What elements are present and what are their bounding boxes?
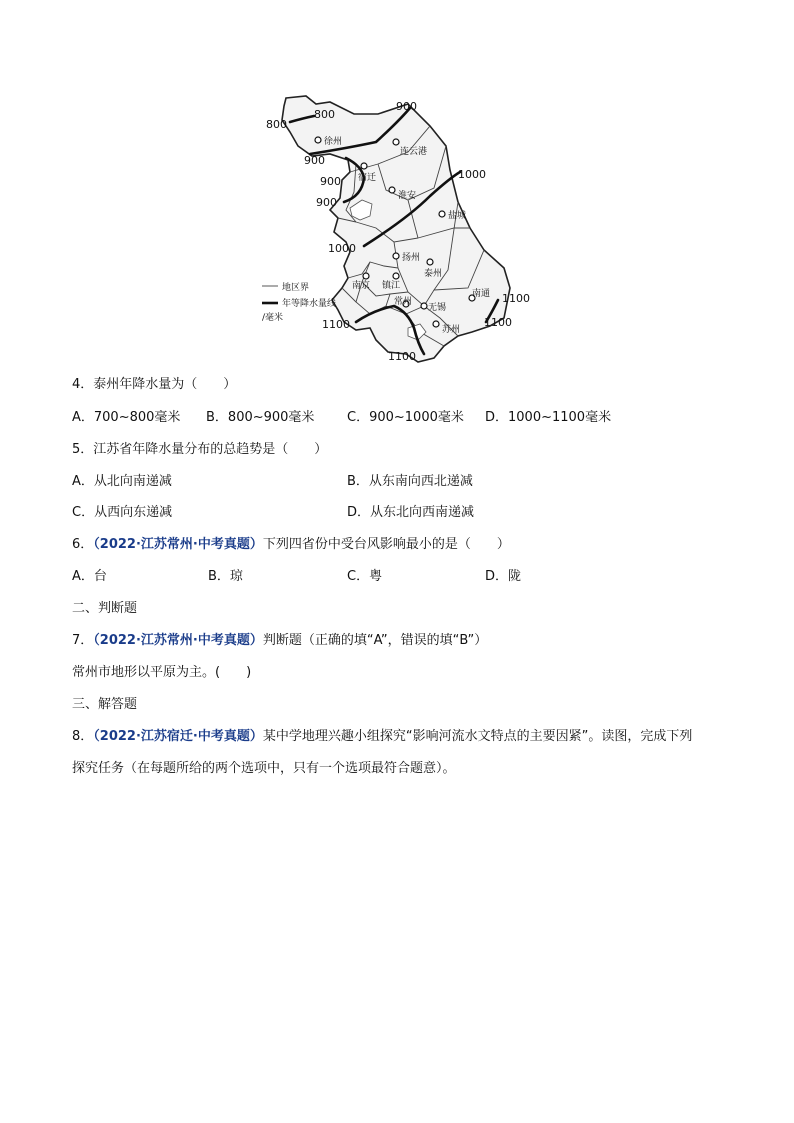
section-heading-judgement: 二、判断题 [72,601,138,616]
city-label-suqian: 宿迁 [358,173,377,183]
isohyet-label: 1000 [328,242,356,255]
city-marker [393,253,399,259]
province-outline [282,96,510,362]
city-marker [393,273,399,279]
city-label-xuzhou: 徐州 [324,137,343,147]
q8-text: 某中学地理兴趣小组探究“影响河流水文特点的主要因紧”。读图，完成下列 [262,729,693,744]
q6-text: 下列四省份中受台风影响最小的是（ ） [262,537,510,552]
q8-stem [72,728,692,746]
q5-option-d: D．从东北向西南递减 [347,505,475,520]
q4-stem: 4．泰州年降水量为（ ） [72,377,237,392]
q6-option-b: B．琼 [208,569,243,584]
isohyet-label: 900 [316,196,337,209]
city-marker [421,303,427,309]
map-svg [258,92,530,364]
legend-isohyet-unit: /毫米 [262,313,284,323]
q7-number: 7． [72,633,94,648]
q7-stem [72,632,487,650]
q8-source: （2022·江苏宿迁·中考真题） [93,729,263,744]
city-marker [361,163,367,169]
q5-stem: 5．江苏省年降水量分布的总趋势是（ ） [72,442,328,457]
city-label-zhenjiang: 镇江 [382,281,401,291]
isohyet-label: 1100 [484,316,512,329]
q7-source: （2022·江苏常州·中考真题） [93,633,263,648]
isohyet-label: 800 [266,118,287,131]
q6-option-a: A．台 [72,569,107,584]
q6-option-c: C．粤 [347,569,383,584]
isohyet-label: 1100 [322,318,350,331]
q5-option-b: B．从东南向西北递减 [347,474,473,489]
city-marker [315,137,321,143]
section-heading-answer: 三、解答题 [72,697,138,712]
q8-continuation: 探究任务（在每题所给的两个选项中，只有一个选项最符合题意）。 [72,761,456,776]
isohyet-label: 900 [396,100,417,113]
city-label-wuxi: 无锡 [428,303,447,313]
q6-stem [72,536,510,554]
city-label-yangzhou: 扬州 [402,253,421,263]
q6-number: 6． [72,537,94,552]
city-marker [363,273,369,279]
city-label-huaian: 淮安 [398,191,417,201]
q7-statement: 常州市地形以平原为主。( ) [72,665,252,680]
q4-option-c: C．900~1000毫米 [347,410,464,425]
q8-number: 8． [72,729,94,744]
legend-isohyet-label: 年等降水量线 [282,299,337,309]
city-label-yancheng: 盐城 [448,211,467,221]
q5-option-a: A．从北向南递减 [72,474,172,489]
q7-text: 判断题（正确的填“A”，错误的填“B”） [262,633,488,648]
isohyet-label: 900 [304,154,325,167]
city-marker [439,211,445,217]
jiangsu-precipitation-map [258,92,530,364]
city-marker [433,321,439,327]
isohyet-label: 800 [314,108,335,121]
city-marker [393,139,399,145]
q4-option-b: B．800~900毫米 [206,410,315,425]
legend-boundary-label: 地区界 [282,283,310,293]
isohyet-label: 1100 [388,350,416,363]
city-marker [427,259,433,265]
city-marker [389,187,395,193]
city-label-nanjing: 南京 [352,281,371,291]
city-label-nantong: 南通 [472,289,491,299]
city-label-lianyungang: 连云港 [400,147,428,157]
city-label-taizhou: 泰州 [424,269,443,279]
q4-option-d: D．1000~1100毫米 [485,410,612,425]
isohyet-label: 1000 [458,168,486,181]
city-label-changzhou: 常州 [394,297,413,307]
q5-option-c: C．从西向东递减 [72,505,173,520]
isohyet-label: 1100 [502,292,530,305]
map-legend [262,281,336,323]
q6-option-d: D．陇 [485,569,522,584]
q4-option-a: A．700~800毫米 [72,410,181,425]
city-label-suzhou: 苏州 [442,325,461,335]
q6-source: （2022·江苏常州·中考真题） [93,537,263,552]
isohyet-label: 900 [320,175,341,188]
